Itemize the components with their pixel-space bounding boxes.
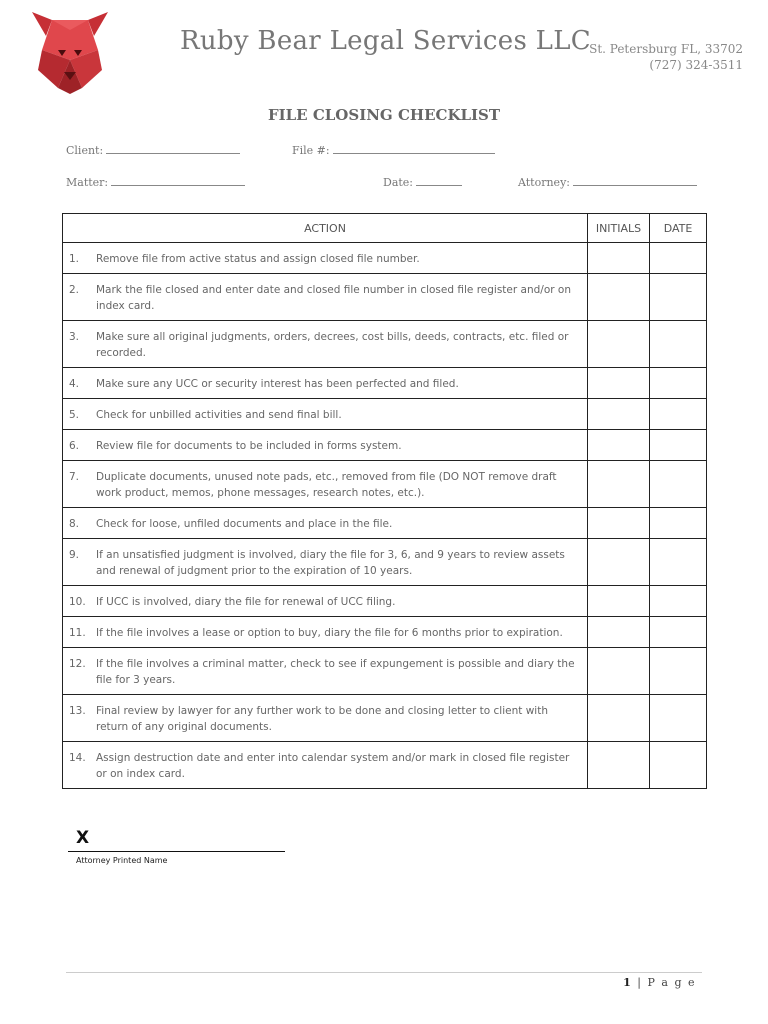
action-number: 1. <box>69 253 80 265</box>
action-cell <box>63 695 588 742</box>
table-row <box>63 617 707 648</box>
date-cell[interactable] <box>650 695 707 742</box>
table-row <box>63 695 707 742</box>
date-cell[interactable] <box>650 430 707 461</box>
date-cell[interactable] <box>650 508 707 539</box>
date-cell[interactable] <box>650 321 707 368</box>
action-text: Remove file from active status and assign closed file number. <box>96 253 420 265</box>
ruby-bear-logo-icon <box>28 10 112 94</box>
initials-cell[interactable] <box>588 321 650 368</box>
action-cell <box>63 586 588 617</box>
checklist-table <box>62 213 707 789</box>
initials-cell[interactable] <box>588 430 650 461</box>
action-text: If the file involves a criminal matter, check to see if expungement is possible and diary the file for 3 years. <box>96 658 575 686</box>
date-cell[interactable] <box>650 617 707 648</box>
signature-line[interactable] <box>68 851 285 852</box>
matter-blank[interactable] <box>111 175 245 186</box>
initials-column-header: INITIALS <box>588 214 650 243</box>
signature-mark: X <box>76 828 90 848</box>
action-number: 3. <box>69 331 80 343</box>
action-text: Duplicate documents, unused note pads, etc., removed from file (DO NOT remove draft work product, memos, phone messages, research notes, etc.). <box>96 471 557 499</box>
initials-cell[interactable] <box>588 399 650 430</box>
date-label: Date: <box>383 176 414 189</box>
action-cell <box>63 648 588 695</box>
action-cell <box>63 243 588 274</box>
action-cell <box>63 617 588 648</box>
action-cell <box>63 539 588 586</box>
address-phone: (727) 324-3511 <box>649 58 743 72</box>
checklist-body <box>63 243 707 789</box>
table-row <box>63 742 707 789</box>
action-text: Mark the file closed and enter date and closed file number in closed file register and/or on index card. <box>96 284 571 312</box>
initials-cell[interactable] <box>588 243 650 274</box>
initials-cell[interactable] <box>588 539 650 586</box>
initials-cell[interactable] <box>588 742 650 789</box>
company-address <box>589 41 743 73</box>
action-text: Assign destruction date and enter into calendar system and/or mark in closed file register or on index card. <box>96 752 570 780</box>
action-cell <box>63 742 588 789</box>
initials-cell[interactable] <box>588 368 650 399</box>
matter-label: Matter: <box>66 176 109 189</box>
date-cell[interactable] <box>650 586 707 617</box>
action-cell <box>63 461 588 508</box>
action-number: 5. <box>69 409 80 421</box>
file-number-blank[interactable] <box>333 143 495 154</box>
date-cell[interactable] <box>650 648 707 695</box>
date-cell[interactable] <box>650 539 707 586</box>
action-cell <box>63 274 588 321</box>
file-number-label: File #: <box>292 144 330 157</box>
date-cell[interactable] <box>650 461 707 508</box>
page-footer <box>623 976 696 989</box>
client-label: Client: <box>66 144 104 157</box>
table-row <box>63 508 707 539</box>
initials-cell[interactable] <box>588 695 650 742</box>
date-cell[interactable] <box>650 274 707 321</box>
action-text: Review file for documents to be included in forms system. <box>96 440 402 452</box>
action-number: 12. <box>69 658 86 670</box>
client-field <box>66 143 240 157</box>
action-number: 9. <box>69 549 80 561</box>
action-text: If UCC is involved, diary the file for renewal of UCC filing. <box>96 596 396 608</box>
table-row <box>63 586 707 617</box>
page-label: | P a g e <box>637 976 696 989</box>
initials-cell[interactable] <box>588 461 650 508</box>
attorney-field <box>518 175 697 189</box>
page-number: 1 <box>623 976 633 989</box>
initials-cell[interactable] <box>588 508 650 539</box>
action-text: Final review by lawyer for any further work to be done and closing letter to client with return of any original documents. <box>96 705 548 733</box>
table-row <box>63 539 707 586</box>
table-row <box>63 368 707 399</box>
action-number: 14. <box>69 752 86 764</box>
date-blank[interactable] <box>416 175 462 186</box>
date-field <box>383 175 462 189</box>
date-cell[interactable] <box>650 399 707 430</box>
action-text: Check for loose, unfiled documents and place in the file. <box>96 518 393 530</box>
action-number: 11. <box>69 627 86 639</box>
action-number: 10. <box>69 596 86 608</box>
action-cell <box>63 430 588 461</box>
client-blank[interactable] <box>106 143 240 154</box>
table-row <box>63 321 707 368</box>
table-row <box>63 648 707 695</box>
signature-label: Attorney Printed Name <box>76 856 168 865</box>
action-cell <box>63 399 588 430</box>
date-cell[interactable] <box>650 243 707 274</box>
action-text: If the file involves a lease or option to buy, diary the file for 6 months prior to expiration. <box>96 627 563 639</box>
action-text: Make sure all original judgments, orders, decrees, cost bills, deeds, contracts, etc. filed or recorded. <box>96 331 569 359</box>
action-cell <box>63 508 588 539</box>
date-column-header: DATE <box>650 214 707 243</box>
attorney-label: Attorney: <box>518 176 570 189</box>
initials-cell[interactable] <box>588 586 650 617</box>
action-cell <box>63 368 588 399</box>
initials-cell[interactable] <box>588 617 650 648</box>
page-title: FILE CLOSING CHECKLIST <box>267 106 501 124</box>
action-cell <box>63 321 588 368</box>
action-number: 4. <box>69 378 80 390</box>
action-text: Check for unbilled activities and send final bill. <box>96 409 342 421</box>
action-number: 13. <box>69 705 86 717</box>
footer-divider <box>66 972 702 973</box>
matter-field <box>66 175 245 189</box>
table-row <box>63 243 707 274</box>
action-text: If an unsatisfied judgment is involved, diary the file for 3, 6, and 9 years to review assets and renewal of judgment prior to the expiration of 10 years. <box>96 549 565 577</box>
table-row <box>63 430 707 461</box>
company-name: Ruby Bear Legal Services LLC <box>180 26 591 56</box>
action-number: 8. <box>69 518 80 530</box>
action-number: 7. <box>69 471 80 483</box>
action-text: Make sure any UCC or security interest has been perfected and filed. <box>96 378 459 390</box>
address-city: St. Petersburg FL, 33702 <box>589 42 743 56</box>
initials-cell[interactable] <box>588 648 650 695</box>
action-number: 6. <box>69 440 80 452</box>
action-number: 2. <box>69 284 80 296</box>
action-column-header: ACTION <box>63 214 588 243</box>
file-number-field <box>292 143 495 157</box>
table-row <box>63 274 707 321</box>
table-row <box>63 399 707 430</box>
table-header-row <box>63 214 707 243</box>
date-cell[interactable] <box>650 742 707 789</box>
table-row <box>63 461 707 508</box>
initials-cell[interactable] <box>588 274 650 321</box>
date-cell[interactable] <box>650 368 707 399</box>
attorney-blank[interactable] <box>573 175 697 186</box>
